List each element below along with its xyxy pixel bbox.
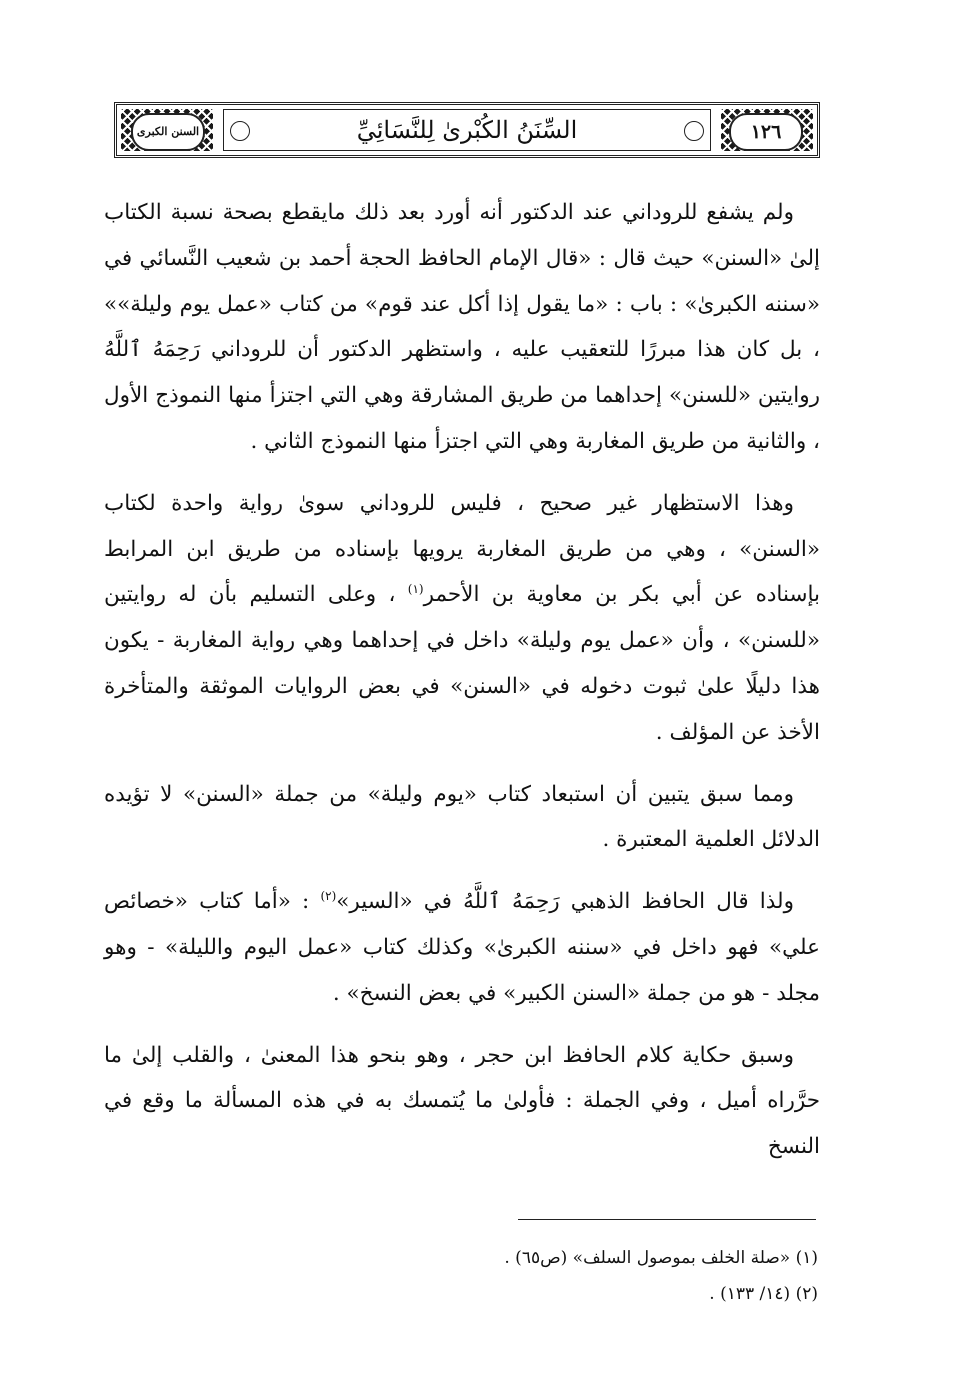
running-header [114,102,820,158]
paragraph-text: وسبق حكاية كلام الحافظ ابن حجر ، وهو بنحو هذا المعنىٰ ، والقلب إلىٰ ما حرَّراه أميل ، وفي الجملة : فأولىٰ ما يُتمسك به في هذه المسألة ما وقع في النسخ [104,1042,820,1160]
paragraph-text: ولذا قال الحافظ الذهبي رَحِمَهُ ٱللَّهُ في «السير» [336,889,794,915]
paragraph-5 [104,1033,820,1170]
footnote-2: (٢) (١٤/ ١٣٣) . [709,1284,818,1304]
footnote-marker-1[interactable]: (١) [407,582,424,597]
header-emblem: السنن الكبرى [131,113,205,151]
paragraph-text: ومما سبق يتبين أن استبعاد كتاب «يوم وليلة» من جملة «السنن» لا تؤيده الدلائل العلمية المعتبرة . [104,781,820,853]
paragraph-text: ، وعلى التسليم بأن له روايتين «للسنن» ، وأن «عمل يوم وليلة» داخل في إحداهما وهي رواية المغاربة - يكون هذا دليلًا علىٰ ثبوت دخوله في «السنن» في بعض الروايات الموثقة والمتأخرة الأخذ عن المؤلف . [104,582,820,745]
footnote-separator [518,1219,816,1220]
page-number: ١٢٦ [729,113,803,151]
paragraph-2 [104,481,820,756]
footnote-1: (١) «صلة الخلف بموصول السلف» (ص٦٥) . [504,1248,818,1268]
paragraph-4 [104,879,820,1016]
paragraph-1 [104,190,820,465]
header-rosette-icon [684,121,704,141]
running-title: السِّنَنُ الكُبْرىٰ لِلنَّسَائِيِّ [356,116,578,144]
footnotes [300,1240,818,1312]
paragraph-text: وهذا الاستظهار غير صحيح ، فليس للروداني سوىٰ رواية واحدة لكتاب «السنن» ، وهي من طريق المغاربة يرويها بإسناده من طريق ابن المرابط بإسناده عن أبي بكر بن معاوية بن الأحمر [104,490,820,608]
footnote-marker-2[interactable]: (٢) [320,889,337,903]
paragraph-text: : «أما كتاب «خصائص علي» فهو داخل في «سننه الكبرىٰ» وكذلك كتاب «عمل اليوم والليلة» - وهو مجلد - هو من جملة «السنن الكبير» في بعض النسخ» . [104,889,820,1006]
page-body [104,190,820,1186]
paragraph-3 [104,772,820,864]
paragraph-text: ولم يشفع للروداني عند الدكتور أنه أورد بعد ذلك مايقطع بصحة نسبة الكتاب إلىٰ «السنن» حيث قال : «قال الإمام الحافظ الحجة أحمد بن شعيب النَّسائي في «سننه الكبرىٰ» : باب : «ما يقول إذا أكل عند قوم» من كتاب «عمل يوم وليلة»» ، بل كان هذا مبررًا للتعقيب عليه ، واستظهر الدكتور أن للروداني رَحِمَهُ ٱللَّهُ روايتين «للسنن» إحداهما من طريق المشارقة وهي التي اجتزأ منها النموذج الأول ، والثانية من طريق المغاربة وهي التي اجتزأ منها النموذج الثاني . [104,200,820,454]
header-title-frame [223,109,711,151]
header-rosette-icon [230,121,250,141]
